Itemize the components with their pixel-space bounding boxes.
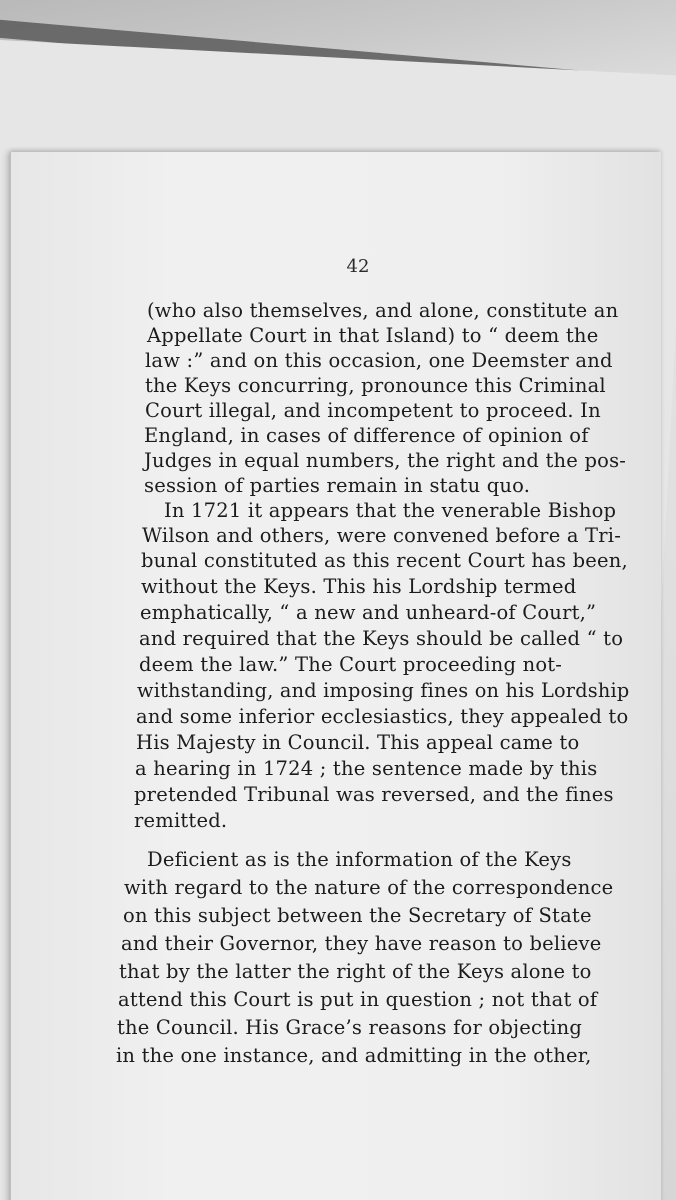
text-line: remitted. xyxy=(134,809,228,832)
text-line: His Majesty in Council. This appeal came to xyxy=(136,731,580,754)
text-line: in the one instance, and admitting in the other, xyxy=(116,1044,592,1067)
text-line: In 1721 it appears that the venerable Bishop xyxy=(164,499,617,522)
page-number: 42 xyxy=(346,256,370,277)
text-line: withstanding, and imposing fines on his Lordship xyxy=(137,679,630,702)
text-line: (who also themselves, and alone, constitute an xyxy=(147,299,619,322)
text-line: and some inferior ecclesiastics, they appealed to xyxy=(136,705,629,728)
text-line: Deficient as is the information of the Keys xyxy=(147,848,572,871)
text-line: the Council. His Grace’s reasons for objecting xyxy=(117,1016,583,1039)
text-line: and their Governor, they have reason to believe xyxy=(121,932,602,955)
text-line: that by the latter the right of the Keys alone to xyxy=(119,960,592,983)
text-line: the Keys concurring, pronounce this Criminal xyxy=(145,374,606,397)
text-line: a hearing in 1724 ; the sentence made by this xyxy=(135,757,598,780)
text-line: deem the law.” The Court proceeding not- xyxy=(139,653,563,676)
text-line: England, in cases of difference of opinion of xyxy=(144,424,589,447)
text-line: Wilson and others, were convened before a Tri- xyxy=(142,524,622,547)
text-line: attend this Court is put in question ; not that of xyxy=(118,988,598,1011)
text-line: with regard to the nature of the correspondence xyxy=(124,876,614,899)
text-line: and required that the Keys should be called “ to xyxy=(139,627,624,650)
text-line: on this subject between the Secretary of State xyxy=(123,904,592,927)
text-line: Appellate Court in that Island) to “ deem the xyxy=(147,324,599,347)
text-line: session of parties remain in statu quo. xyxy=(144,474,531,497)
text-line: bunal constituted as this recent Court has been, xyxy=(141,549,628,572)
text-line: Judges in equal numbers, the right and the pos- xyxy=(144,449,627,472)
text-line: pretended Tribunal was reversed, and the fines xyxy=(134,783,614,806)
document-page xyxy=(10,152,661,1200)
text-line: without the Keys. This his Lordship termed xyxy=(141,575,577,598)
text-line: emphatically, “ a new and unheard-of Court,” xyxy=(140,601,597,624)
text-line: law :” and on this occasion, one Deemster and xyxy=(145,349,613,372)
text-line: Court illegal, and incompetent to proceed. In xyxy=(145,399,601,422)
